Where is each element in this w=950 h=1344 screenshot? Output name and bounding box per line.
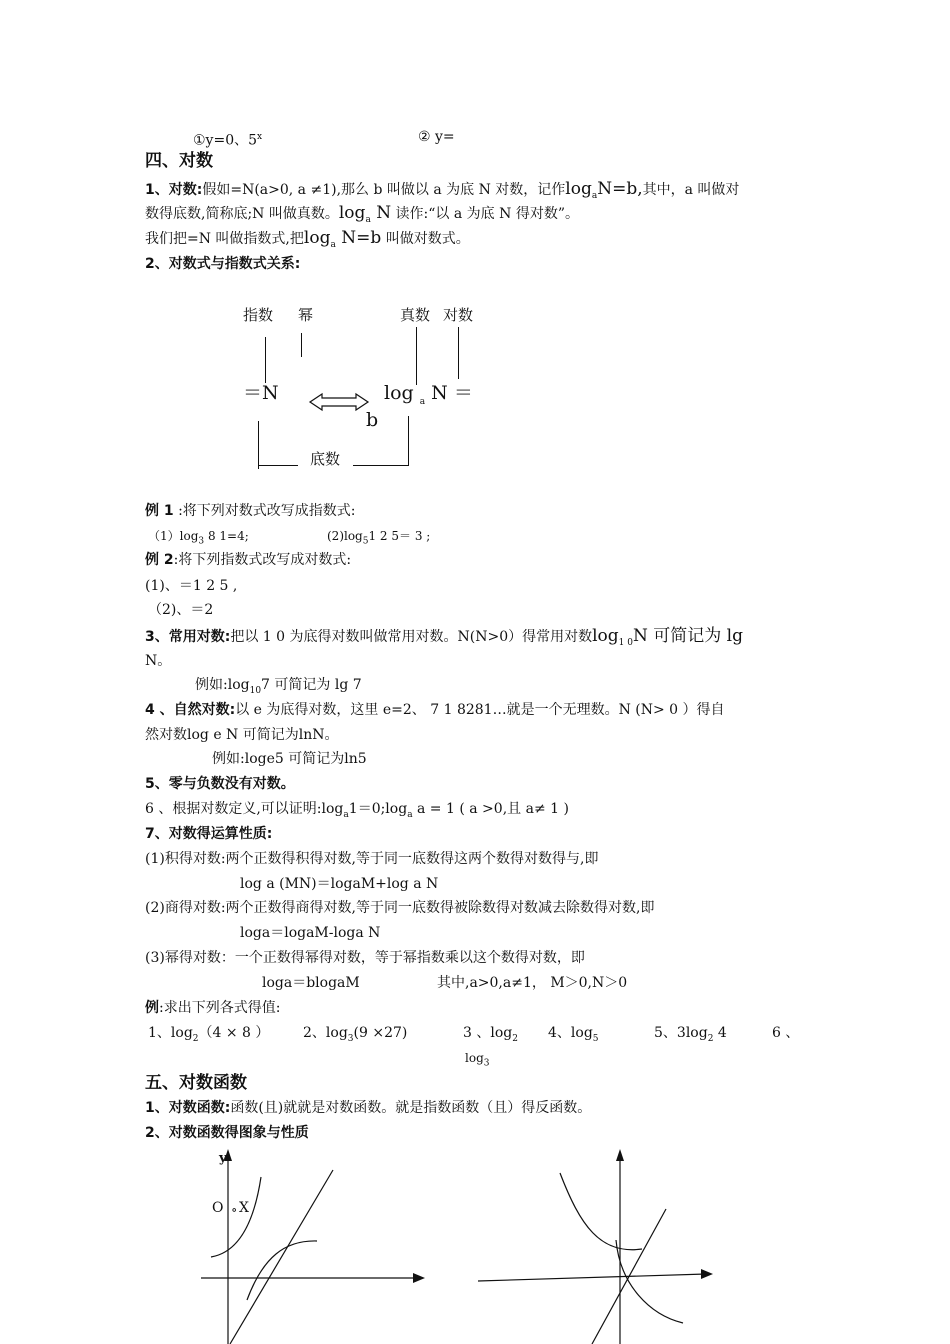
natural-log-line-1: 4 、自然对数:以 e 为底得对数，这里 e=2、 7 1 8281…就是一个无理数。N (N> 0 ）得自 (145, 702, 725, 718)
exercise-item-2: 2、$\log_3(9 \times 27)$ (303, 1025, 408, 1044)
diagram-right: log $_a$ N ＝ (384, 382, 473, 407)
section4-title: 四、对数 (145, 151, 213, 171)
right-graph-curve-exp (560, 1173, 642, 1250)
example-1-title: 例 1 :将下列对数式改写成指数式: (145, 503, 356, 519)
item-7-p1: (1)积得对数:两个正数得积得对数,等于同一底数得这两个数得对数得与,即 (145, 851, 599, 867)
log-graph-left (195, 1145, 435, 1344)
diagram-label-true: 真数 (400, 306, 431, 324)
left-graph-x-arrow-icon (413, 1273, 425, 1283)
natural-log-example: 例如:loge5 可简记为ln5 (212, 751, 367, 767)
exercise-item-4: 4、$\log_5$ (548, 1025, 599, 1044)
example-2-b: （2)、＝2 (148, 602, 214, 618)
diagram-base-left (258, 421, 259, 469)
item-7-p3-condition: 其中,a>0,a≠1， M＞0,N＞0 (437, 975, 628, 991)
exercise-item-6: 6 、 (772, 1025, 800, 1041)
right-graph-x-axis (478, 1274, 706, 1281)
common-log-example: 例如$:\log_{10}7$ 可简记为 lg 7 (195, 677, 362, 696)
exercise-item-7: $\log_3$ (465, 1051, 490, 1069)
item-5: 5、零与负数没有对数。 (145, 776, 295, 792)
item-7-p2-formula: loga＝logaM-loga N (240, 925, 381, 941)
common-log-line-1: 3、常用对数:把以 1 0 为底得对数叫做常用对数。N(N>0）得常用对数$\log_{1 0}N$ 可简记为 lg (145, 626, 744, 648)
diagram-base-bottom-right (353, 465, 409, 466)
diagram-label-power: 幂 (298, 306, 314, 324)
left-graph-circle-icon: ∘ (231, 1203, 238, 1218)
exercise-item-3: 3 、$\log_2$ (463, 1025, 518, 1044)
item-7-p1-formula: log a (MN)＝logaM+log a N (240, 876, 439, 892)
natural-log-line-2: 然对数log e N 可简记为lnN。 (145, 727, 339, 743)
log-graph-right (470, 1145, 720, 1344)
item-7-p3: (3)幂得对数：一个正数得幂得对数，等于幂指数乘以这个数得对数，即 (145, 950, 585, 966)
diagram-label-log: 对数 (443, 306, 474, 324)
diagram-left-eq: ＝N (243, 382, 279, 404)
diagram-line-exponent (265, 337, 266, 383)
def-line-1: 1、对数:假如=N(a>0, a ≠1),那么 b 叫做以 a 为底 N 对数，记作$\log_aN=b$,其中，a 叫做对 (145, 179, 740, 201)
diagram-base-label: 底数 (310, 450, 341, 468)
diagram-base-right (408, 416, 409, 466)
section5-graph-title: 2、对数函数得图象与性质 (145, 1125, 309, 1141)
example-1-a: $(1)\log_3$ 8 1=4; (148, 529, 249, 547)
top-item-1: ①y=0、5$^x$ (193, 132, 263, 149)
item-7-p2: (2)商得对数:两个正数得商得对数,等于同一底数得被除数得对数减去除数得对数,即 (145, 900, 655, 916)
left-graph-curve-log (247, 1241, 317, 1300)
right-graph-y-arrow-icon (616, 1149, 624, 1161)
exercise-item-1: 1、$\log_2(4 \times 8$ ） (148, 1025, 270, 1044)
diagram-line-true (416, 327, 417, 385)
diagram-label-exponent: 指数 (243, 306, 274, 324)
item-7-p3-formula: loga＝blogaM (262, 975, 360, 991)
section5-def: 1、对数函数:函数(且)就就是对数函数。就是指数函数（且）得反函数。 (145, 1100, 592, 1116)
left-graph-origin-label: O (212, 1200, 224, 1216)
example-1-b: $(2)\log_51$ 2 5＝ 3 ; (327, 529, 431, 547)
item-7-title: 7、对数得运算性质: (145, 826, 273, 842)
item-6: 6 、根据对数定义,可以证明$:\log_a1=0;\log_a$ a = 1 ( a >0,且 a≠ 1 ) (145, 801, 569, 820)
top-item-2: ② y= (418, 129, 455, 145)
def-line-3: 我们把=N 叫做指数式,把$\log_a N=b$ 叫做对数式。 (145, 228, 470, 250)
example-2-a: (1)、＝1 2 5 , (145, 578, 238, 594)
left-graph-y-label: y (219, 1151, 227, 1166)
exercise-item-5: 5、$3\log_2$ 4 (654, 1025, 727, 1044)
exercise-title: 例:求出下列各式得值: (145, 1000, 281, 1016)
left-graph-line-y-eq-x (230, 1170, 333, 1344)
example-2-title: 例 2:将下列指数式改写成对数式: (145, 552, 352, 568)
diagram-base-bottom-left (258, 465, 298, 466)
left-graph-x-label: X (239, 1200, 249, 1216)
right-graph-x-arrow-icon (701, 1269, 713, 1279)
diagram-line-power (301, 333, 302, 357)
double-arrow-icon (308, 392, 370, 412)
section5-title: 五、对数函数 (145, 1073, 247, 1093)
common-log-line-2: N。 (145, 653, 172, 669)
diagram-b: b (366, 409, 379, 431)
diagram-line-log (458, 327, 459, 379)
right-graph-line (592, 1209, 666, 1344)
relation-title: 2、对数式与指数式关系: (145, 256, 301, 272)
def-line-2: 数得底数,简称底;N 叫做真数。$\log_a N$ 读作:“以 a 为底 N 得对数”。 (145, 203, 579, 225)
